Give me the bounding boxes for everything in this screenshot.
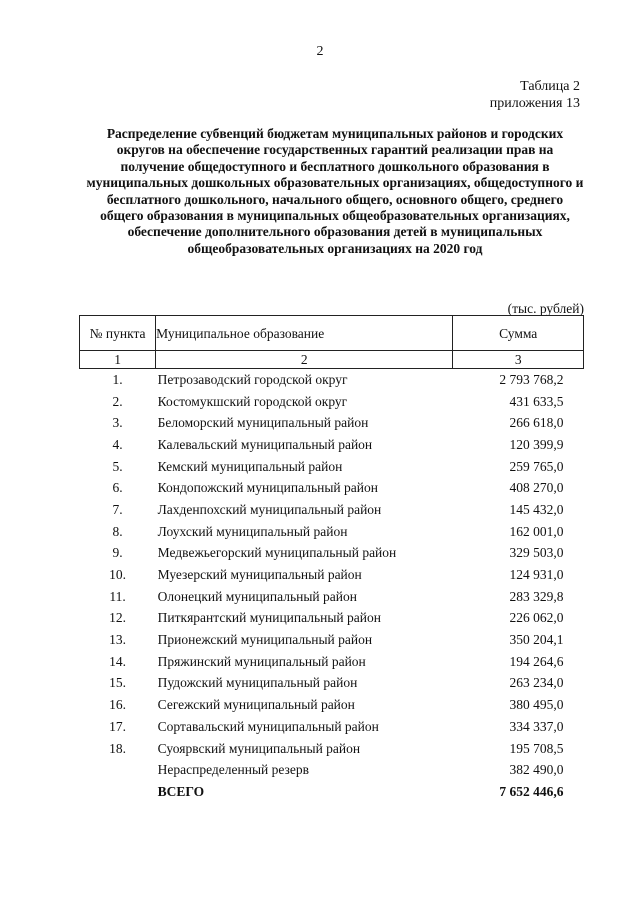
row-name: Медвежьегорский муниципальный район — [157, 545, 397, 561]
row-name: Олонецкий муниципальный район — [157, 588, 357, 604]
table-row — [80, 608, 584, 630]
table-reference-line1: Таблица 2 — [520, 79, 580, 94]
row-sum: 195 708,5 — [509, 740, 564, 756]
row-name: Костомукшский городской округ — [157, 393, 348, 409]
row-name: Прионежский муниципальный район — [157, 632, 373, 648]
row-sum: 408 270,0 — [509, 480, 564, 496]
row-num: 8. — [112, 523, 123, 539]
row-num: 17. — [109, 718, 127, 734]
column-index-2: 2 — [156, 351, 453, 369]
row-sum: 194 264,6 — [509, 653, 564, 669]
row-num: 14. — [109, 653, 127, 669]
total-label: ВСЕГО — [157, 783, 205, 799]
row-num: 6. — [112, 480, 123, 496]
table-row — [80, 412, 584, 434]
header-name: Муниципальное образование — [156, 316, 453, 351]
row-sum: 2 793 768,2 — [499, 371, 564, 387]
table-row — [80, 673, 584, 695]
row-num: 3. — [112, 415, 123, 431]
row-num: 11. — [109, 588, 126, 604]
units-label: (тыс. рублей) — [507, 301, 584, 316]
column-index-row — [80, 351, 584, 369]
row-sum: 120 399,9 — [509, 436, 564, 452]
document-heading: Распределение субвенций бюджетам муниципальных районов и городских округов на обеспечение государственных гарантий реализации прав на получение общедоступного и бесплатного дошкольного образования в муниципальных дошкольных образовательных организациях, общедоступного и бесплатного дошкольного, начального общего, основного общего, среднего общего образования в муниципальных общеобразовательных организациях, обеспечение дополнительного образования детей в муниципальных общеобразовательных организациях на 2020 год — [86, 126, 584, 256]
row-name: Сортавальский муниципальный район — [157, 718, 379, 734]
row-num: 9. — [112, 545, 123, 561]
row-name: Суоярвский муниципальный район — [157, 740, 361, 756]
subsidy-table — [79, 315, 584, 803]
row-num: 13. — [109, 632, 127, 648]
header-sum: Сумма — [453, 316, 584, 351]
row-name: Беломорский муниципальный район — [157, 415, 369, 431]
row-num — [80, 759, 156, 781]
table-row — [80, 391, 584, 413]
row-num: 1. — [112, 371, 123, 387]
table-row — [80, 499, 584, 521]
table-row — [80, 759, 584, 781]
row-sum: 350 204,1 — [509, 632, 564, 648]
table-row — [80, 716, 584, 738]
header-num: № пункта — [80, 316, 156, 351]
table-row — [80, 586, 584, 608]
table-row — [80, 564, 584, 586]
row-sum: 334 337,0 — [509, 718, 564, 734]
row-num: 15. — [109, 675, 127, 691]
row-num: 12. — [109, 610, 127, 626]
total-sum: 7 652 446,6 — [499, 783, 564, 799]
row-num: 7. — [112, 501, 123, 517]
total-num — [80, 781, 156, 803]
table-row — [80, 543, 584, 565]
table-row — [80, 694, 584, 716]
table-row — [80, 521, 584, 543]
row-num: 2. — [112, 393, 123, 409]
row-sum: 145 432,0 — [509, 501, 564, 517]
total-row — [80, 781, 584, 803]
row-sum: 431 633,5 — [509, 393, 564, 409]
row-num: 18. — [109, 740, 127, 756]
row-sum: 162 001,0 — [509, 523, 564, 539]
page-number: 2 — [316, 44, 324, 59]
row-sum: 263 234,0 — [509, 675, 564, 691]
row-sum: 226 062,0 — [509, 610, 564, 626]
row-name: Лоухский муниципальный район — [157, 523, 348, 539]
table-header-row — [80, 316, 584, 351]
row-name: Нераспределенный резерв — [157, 762, 309, 778]
column-index-1: 1 — [80, 351, 156, 369]
row-name: Кемский муниципальный район — [157, 458, 343, 474]
row-sum: 380 495,0 — [509, 697, 564, 713]
row-name: Пряжинский муниципальный район — [157, 653, 366, 669]
row-num: 16. — [109, 697, 127, 713]
row-sum: 329 503,0 — [509, 545, 564, 561]
table-row — [80, 477, 584, 499]
table-row — [80, 456, 584, 478]
row-num: 10. — [109, 567, 127, 583]
table-reference — [490, 78, 580, 112]
column-index-3: 3 — [453, 351, 584, 369]
row-sum: 283 329,8 — [509, 588, 564, 604]
row-sum: 382 490,0 — [509, 762, 564, 778]
row-name: Пудожский муниципальный район — [157, 675, 358, 691]
table-reference-line2: приложения 13 — [489, 96, 580, 111]
table-row — [80, 738, 584, 760]
table-row — [80, 369, 584, 391]
table-row — [80, 629, 584, 651]
row-sum: 259 765,0 — [509, 458, 564, 474]
row-name: Питкярантский муниципальный район — [157, 610, 381, 626]
row-name: Калевальский муниципальный район — [157, 436, 373, 452]
row-sum: 266 618,0 — [509, 415, 564, 431]
table-row — [80, 434, 584, 456]
row-num: 4. — [112, 436, 123, 452]
row-name: Кондопожский муниципальный район — [157, 480, 378, 496]
row-name: Сегежский муниципальный район — [157, 697, 355, 713]
table-row — [80, 651, 584, 673]
row-name: Лахденпохский муниципальный район — [157, 501, 382, 517]
row-num: 5. — [112, 458, 123, 474]
row-sum: 124 931,0 — [509, 567, 564, 583]
row-name: Муезерский муниципальный район — [157, 567, 362, 583]
row-name: Петрозаводский городской округ — [157, 371, 348, 387]
